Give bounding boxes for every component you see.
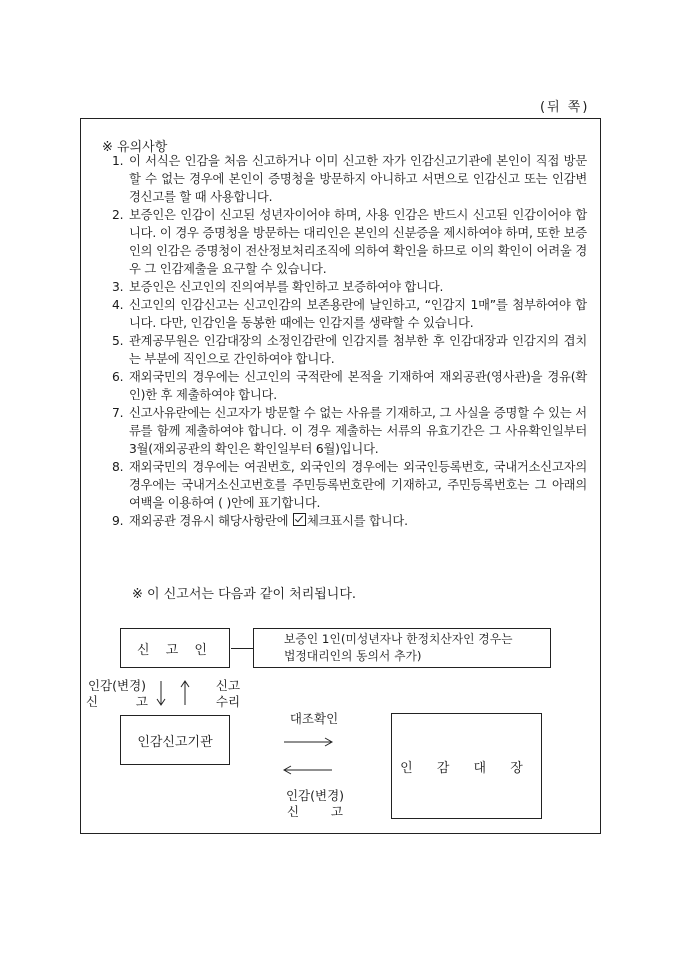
guarantor-line-1: 보증인 1인(미성년자나 한정치산자인 경우는 (284, 632, 513, 646)
note-item (112, 404, 587, 458)
report-change-bottom-text: 인감(변경) (285, 788, 345, 803)
guarantor-line-2: 법정대리인의 동의서 추가) (284, 649, 422, 663)
agency-label: 인감신고기관 (137, 734, 213, 750)
report-char: 신 (287, 804, 300, 819)
ledger-label: 인 감 대 장 (400, 760, 533, 776)
note-text-before: 재외공관 경유시 해당사항란에 (129, 514, 292, 528)
note-number: 6. (112, 370, 124, 384)
accept-line-1: 신고 (215, 678, 241, 693)
reporter-label: 신 고 인 (137, 642, 213, 658)
note-text: 보증인은 신고인의 진의여부를 확인하고 보증하여야 합니다. (129, 280, 444, 294)
note-text: 관계공무원은 인감대장의 소정인감란에 인감지를 첨부한 후 인감대장과 인감지의 겹치는 부분에 직인으로 간인하여야 합니다. (129, 334, 587, 366)
report-char: 고 (330, 804, 343, 819)
note-number: 5. (112, 334, 124, 348)
ledger-box (391, 713, 542, 819)
arrow-up-icon (178, 680, 192, 706)
page-side-label: (뒤 쪽) (540, 100, 590, 115)
note-text: 이 서식은 인감을 처음 신고하거나 이미 신고한 자가 인감신고기관에 본인이 직접 방문할 수 없는 경우에 본인이 증명청을 방문하지 아니하고 서면으로 인감신고 또는 인감변경신고를 할 때 사용합니다. (129, 154, 587, 204)
guarantor-box (253, 628, 551, 668)
note-text: 신고인의 인감신고는 신고인감의 보존용란에 날인하고, “인감지 1매”를 첨부하여야 합니다. 다만, 인감인을 동봉한 때에는 인감지를 생략할 수 있습니다. (129, 298, 587, 330)
note-text-after: 체크표시를 합니다. (306, 514, 408, 528)
report-char: 고 (135, 694, 148, 709)
note-item (112, 458, 587, 512)
arrow-right-icon (283, 736, 333, 748)
note-number: 2. (112, 208, 124, 222)
report-bottom-text (275, 804, 355, 820)
reporter-box (120, 628, 230, 668)
connector-line (231, 648, 253, 649)
report-change-bottom-label (275, 788, 355, 820)
note-item (112, 368, 587, 404)
note-number: 1. (112, 154, 124, 168)
note-text: 재외국민의 경우에는 신고인의 국적란에 본적을 기재하여 재외공관(영사관)을 경유(확인)한 후 제출하여야 합니다. (129, 370, 587, 402)
notes-list (112, 152, 587, 530)
note-number: 8. (112, 460, 124, 474)
report-change-text: 인감(변경) (87, 678, 147, 693)
report-char: 신 (86, 694, 99, 709)
note-text: 보증인은 인감이 신고된 성년자이어야 하며, 사용 인감은 반드시 신고된 인감이어야 합니다. 이 경우 증명청을 방문하는 대리인은 본인의 신분증을 제시하여야 하며, 또한 보증인의 인감은 증명청이 전산정보처리조직에 의하여 확인을 하므로 이의 확인이 어려울 경우 그 인감제출을 요구할 수 있습니다. (129, 208, 587, 276)
note-text: 신고사유란에는 신고자가 방문할 수 없는 사유를 기재하고, 그 사실을 증명할 수 있는 서류를 함께 제출하여야 합니다. 이 경우 제출하는 서류의 유효기간은 그 사유확인일부터 3월(재외공관의 확인은 확인일부터 6월)입니다. (129, 406, 587, 456)
agency-box (120, 715, 230, 765)
note-item (112, 332, 587, 368)
notes-title: ※ 유의사항 (102, 140, 168, 155)
checkbox-checked-icon (293, 513, 306, 526)
note-item (112, 512, 587, 530)
note-item (112, 152, 587, 206)
note-number: 3. (112, 280, 124, 294)
verify-label: 대조확인 (289, 711, 339, 726)
arrow-left-icon (283, 764, 333, 776)
note-number: 4. (112, 298, 124, 312)
note-item (112, 206, 587, 278)
accept-line-2: 수리 (215, 694, 241, 709)
note-number: 9. (112, 514, 124, 528)
process-note: ※ 이 신고서는 다음과 같이 처리됩니다. (132, 587, 357, 602)
note-number: 7. (112, 406, 124, 420)
report-change-label (86, 678, 148, 710)
note-item (112, 296, 587, 332)
note-item (112, 278, 587, 296)
arrow-down-icon (154, 680, 168, 706)
report-text (86, 694, 148, 710)
note-text: 재외국민의 경우에는 여권번호, 외국인의 경우에는 외국인등록번호, 국내거소신고자의 경우에는 국내거소신고번호를 주민등록번호란에 기재하고, 주민등록번호는 그 아래의 여백을 이용하여 ( )안에 표기합니다. (129, 460, 587, 510)
accept-label (210, 678, 246, 710)
